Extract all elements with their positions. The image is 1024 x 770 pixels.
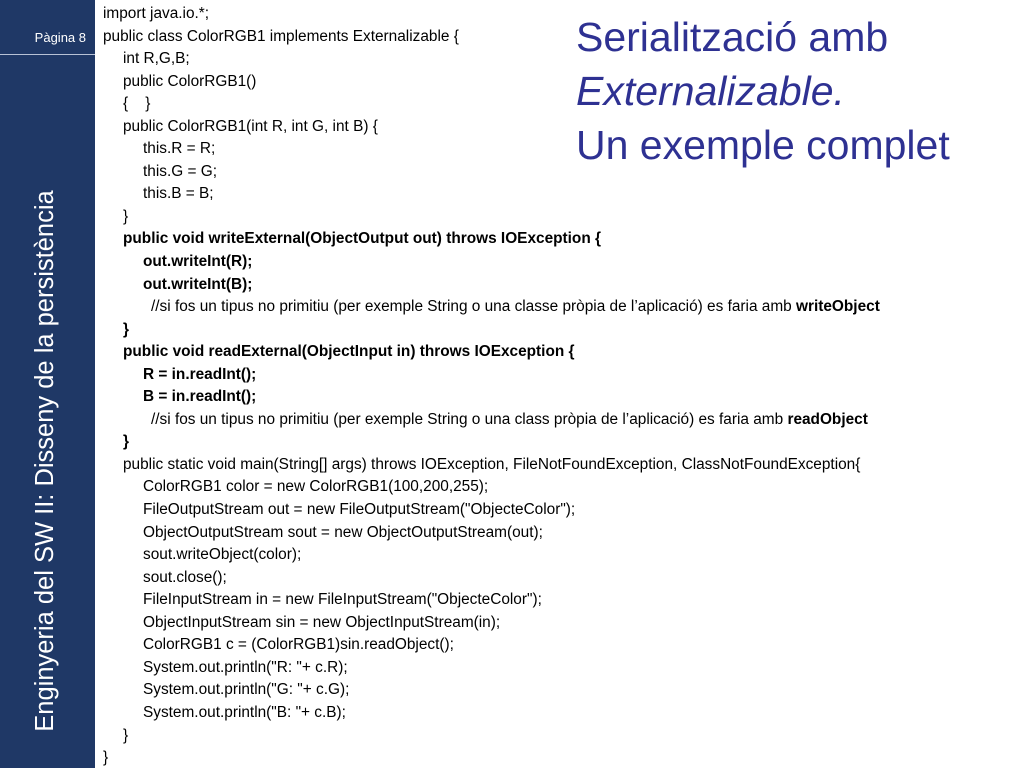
code-line: ColorRGB1 c = (ColorRGB1)sin.readObject(); [143, 636, 454, 654]
code-line: B = in.readInt(); [143, 388, 257, 406]
code-line: public ColorRGB1(int R, int G, int B) { [123, 117, 378, 135]
slide-title-line-3: Un exemple complet [576, 122, 950, 168]
code-line: FileOutputStream out = new FileOutputStream("ObjecteColor"); [143, 501, 576, 519]
code-line: int R,G,B; [123, 50, 190, 68]
code-comment-text: //si fos un tipus no primitiu (per exemple String o una classe pròpia de l’aplicació) es faria amb [151, 298, 797, 316]
code-line: ObjectOutputStream sout = new ObjectOutputStream(out); [143, 523, 543, 541]
code-line: ObjectInputStream sin = new ObjectInputStream(in); [143, 613, 501, 631]
code-line-main: public static void main(String[] args) throws IOException, FileNotFoundException, ClassNotFoundException{ [123, 455, 861, 473]
code-comment-text: //si fos un tipus no primitiu (per exemple String o una class pròpia de l’aplicació) es faria amb [151, 410, 788, 428]
code-line: out.writeInt(R); [143, 253, 253, 271]
code-line: out.writeInt(B); [143, 275, 253, 293]
code-line: } [103, 749, 109, 767]
code-line: System.out.println("G: "+ c.G); [143, 681, 350, 699]
code-line: } [123, 726, 129, 744]
code-line: import java.io.*; [103, 5, 210, 22]
code-line: ColorRGB1 color = new ColorRGB1(100,200,255); [143, 478, 489, 496]
code-line: this.B = B; [143, 185, 214, 203]
course-title-vertical: Enginyeria del SW II: Disseny de la persistència [31, 190, 59, 732]
code-line: } [123, 320, 129, 338]
code-line: FileInputStream in = new FileInputStream("ObjecteColor"); [143, 591, 542, 609]
code-line: System.out.println("R: "+ c.R); [143, 658, 348, 676]
slide-title-line-2: Externalizable. [576, 68, 845, 114]
code-line: System.out.println("B: "+ c.B); [143, 703, 346, 721]
code-comment-line [103, 409, 1018, 432]
code-line: { } [123, 95, 151, 113]
code-comment-keyword: readObject [787, 410, 868, 428]
code-line: public ColorRGB1() [123, 72, 257, 90]
sidebar [0, 0, 95, 768]
page-number-label: Pàgina 8 [34, 30, 86, 45]
code-line: this.G = G; [143, 162, 217, 180]
code-comment-keyword: writeObject [796, 298, 880, 316]
code-line-read-external: public void readExternal(ObjectInput in) throws IOException { [123, 343, 575, 361]
code-line: } [123, 207, 129, 225]
slide-title-line-1: Serialització amb [576, 14, 889, 60]
code-line: sout.writeObject(color); [143, 546, 302, 564]
code-line: public class ColorRGB1 implements Externalizable { [103, 27, 459, 45]
page-number-divider [0, 54, 95, 55]
code-listing [103, 3, 1018, 770]
code-line: this.R = R; [143, 140, 216, 158]
code-line: R = in.readInt(); [143, 365, 257, 383]
code-comment-line [103, 296, 1018, 319]
code-line-write-external: public void writeExternal(ObjectOutput out) throws IOException { [123, 230, 601, 248]
code-line: } [123, 433, 129, 451]
code-line: sout.close(); [143, 568, 227, 586]
